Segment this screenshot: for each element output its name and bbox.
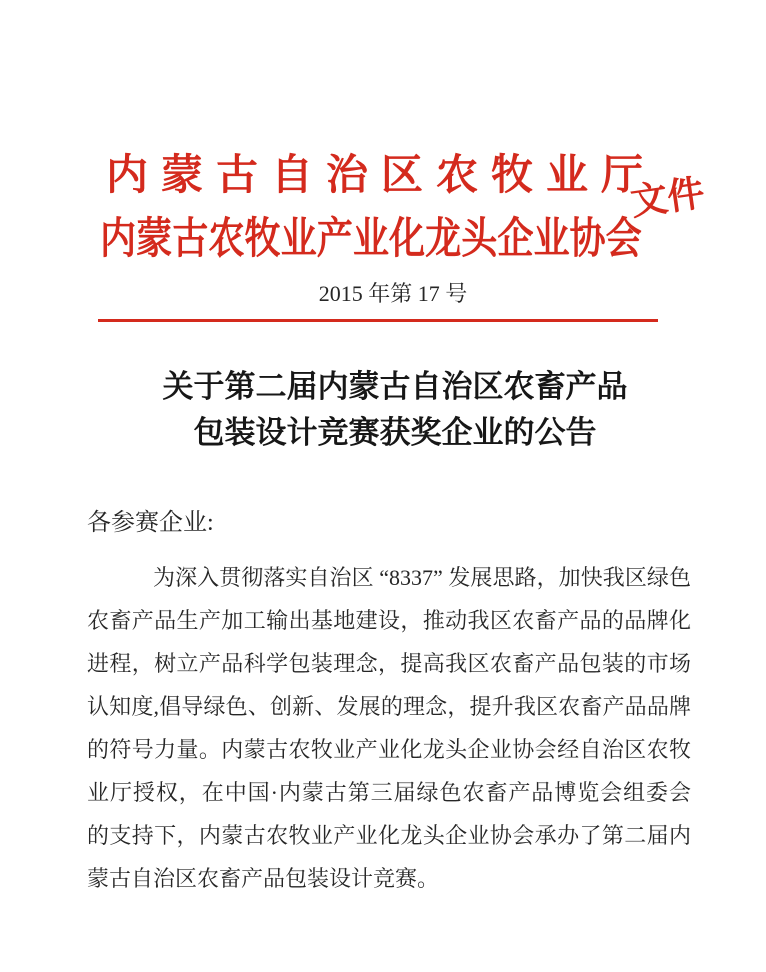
paragraph-line: 蒙古自治区农畜产品包装设计竞赛。 <box>87 866 440 891</box>
salutation: 各参赛企业: <box>87 510 214 536</box>
paragraph-line: 业厅授权，在中国·内蒙古第三届绿色农畜产品博览会组委会 <box>87 780 691 805</box>
paragraph-line: 的支持下，内蒙古农牧业产业化龙头企业协会承办了第二届内 <box>87 823 691 848</box>
title-line-1: 关于第二届内蒙古自治区农畜产品 <box>162 369 628 404</box>
body-paragraph <box>87 556 691 900</box>
document-title <box>12 364 766 456</box>
paragraph-line: 进程，树立产品科学包装理念，提高我区农畜产品包装的市场 <box>87 651 691 676</box>
title-line-2: 包装设计竞赛获奖企业的公告 <box>193 415 597 450</box>
paragraph-line: 的符号力量。内蒙古农牧业产业化龙头企业协会经自治区农牧 <box>87 737 691 762</box>
paragraph-line: 认知度,倡导绿色、创新、发展的理念，提升我区农畜产品品牌 <box>87 694 691 719</box>
org-name-primary: 内蒙古自治区农牧业厅 <box>106 153 657 199</box>
red-divider-line <box>98 319 658 322</box>
doc-type-label: 文件 <box>628 173 708 224</box>
org-name-secondary: 内蒙古农牧业产业化龙头企业协会 <box>100 216 642 263</box>
issue-number: 2015 年第 17 号 <box>318 281 468 306</box>
paragraph-line: 为深入贯彻落实自治区 “8337” 发展思路，加快我区绿色 <box>153 565 691 590</box>
paragraph-line: 农畜产品生产加工输出基地建设，推动我区农畜产品的品牌化 <box>87 608 691 633</box>
